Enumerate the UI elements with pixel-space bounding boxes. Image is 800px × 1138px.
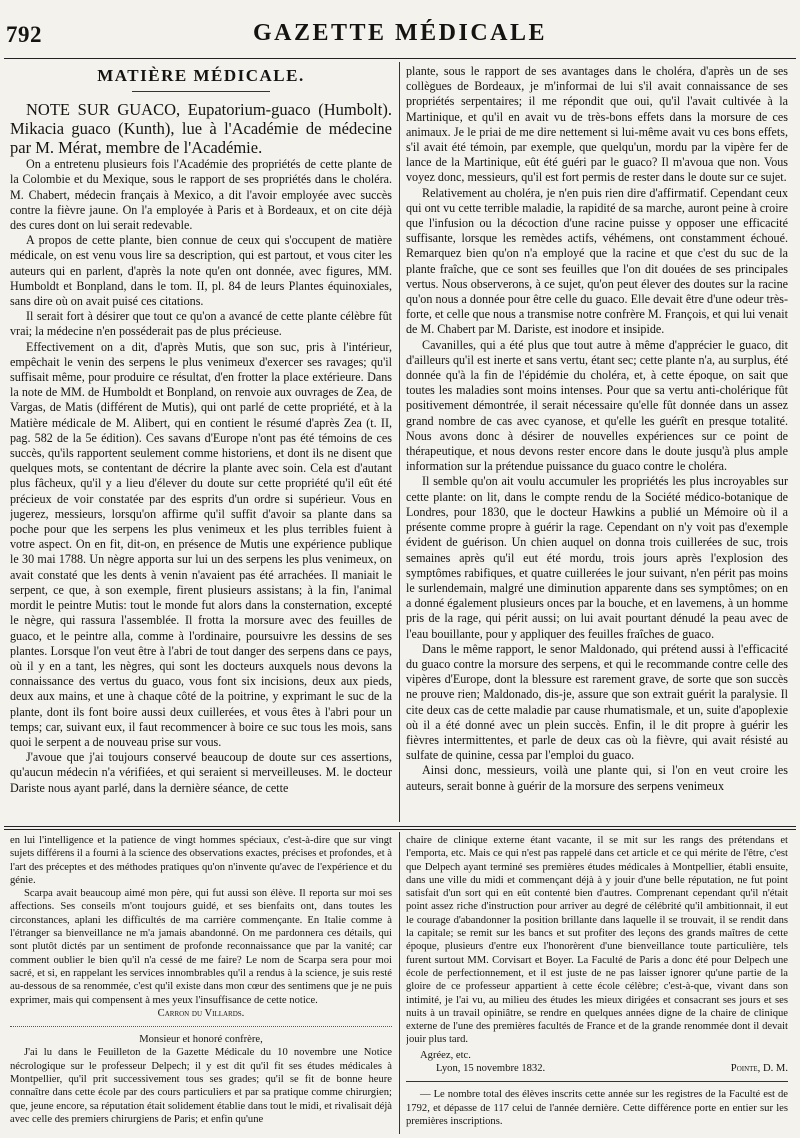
article-paragraph: Il semble qu'on ait voulu accumuler les propriétés les plus incroyables sur cette plante: on lit, dans le compte rendu de la Société médico-botanique de Londres, pour 1830, que le docteur Hawkins a publié un Mémoire où il a présente comme propre à guérir la rage. Cependant on n'y voit pas d'exemple évident de guérison. Un chien auquel on donna trois cuillerées de suc, trois semaines après qu'il eut été mordu, trois jours après l'explosion des symptômes rabifiques, et quatre cuillerées le jour suivant, n'en périt pas moins le surlendemain, malgré une diminution apparente dans ses symptômes; on en a donné également plusieurs onces par la bouche, et en lavemens, à un homme pris de la rage, qui périt aussi; on lui avait pourtant dénudé la peau avec de l'eau bouillante, pour y appliquer des feuilles fraîches de guaco.	[406, 474, 788, 641]
letter-closing: Agréez, etc.	[420, 1049, 471, 1061]
feuilleton-rule-2	[4, 829, 796, 830]
article-paragraph: A propos de cette plante, bien connue de ceux qui s'occupent de matière médicale, on est venu vous lire sa description, qui est partout, et vous citer les auteurs qui en parlent, d'après la note qu'en ont donnée, avec figures, MM. Humboldt et Bonpland, dans le tom. II, pl. 84 de leurs Plantes équinoxiales, sans dire où on avait puisé ces citations.	[10, 233, 392, 309]
header-rule	[4, 58, 796, 59]
letter-greeting: Monsieur et honoré confrère,	[139, 1034, 263, 1046]
feuilleton-column-divider	[399, 832, 400, 1134]
feuilleton-rule	[4, 826, 796, 827]
article-paragraph: Il serait fort à désirer que tout ce qu'on a avancé de cette plante célèbre fût vrai; la médecine n'en posséderait pas de plus précieuse.	[10, 309, 392, 339]
dateline: Lyon, 15 novembre 1832.	[436, 1063, 546, 1075]
article-right-column	[406, 64, 788, 820]
feuilleton-paragraph: J'ai lu dans le Feuilleton de la Gazette Médicale du 10 novembre une Notice nécrologique sur le professeur Delpech; il y est dit qu'il fit ses études médicales à Montpellier, qu'il prit successivement tous ses grades; qu'il se fit de bonne heure connaître dans cette école par des cours particuliers et par sa pratique comme chirurgien; que, jeune encore, sa réputation était solidement établie dans tout le midi, et rivalisait déjà avec celle des premiers chirurgiens de Paris; et enfin qu'une	[10, 1047, 392, 1125]
signature-line	[406, 1062, 788, 1075]
enrollment-note: — Le nombre total des élèves inscrits cette année sur les registres de la Faculté est de 1792, et dépasse de 117 celui de l'année dernière. Cette différence porte en entier sur les premières inscriptions.	[406, 1089, 788, 1127]
feuilleton-paragraph: chaire de clinique externe étant vacante, il se mit sur les rangs des prétendans et l'emporta, etc. Mais ce qui n'est pas rappelé dans cet article et ce qui mérite de l'être, c'est que Delpech ayant terminé ses premières études médicales à Montpellier, établi ensuite, dans une ville du midi et commençant déjà à y jouir d'une belle réputation, ne fut point satisfait d'un sort qui en eût contenté bien d'autres. Comprenant cependant qu'il n'était point assez riche d'instruction pour arriver au degré de célébrité qu'il ambitionnait, il eut le courage d'abandonner la position brillante dans laquelle il se trouvait, il se rendit dans la capitale; se remit sur les bancs et sut profiter des leçons des grands maîtres de cette époque, plusieurs d'entre eux l'honorèrent d'une bienveillance toute particulière, tels furent surtout MM. Corvisart et Boyer. La Faculté de Paris a donc été pour Delpech une école de perfectionnement, et il est juste de ne pas laisser ignorer qu'une partie de la gloire de ce professeur appartient à cette école célèbre; c'est-à-que, vivant dans son intimité, je l'ai vu, au milieu des études les mieux dirigées et consacrant ses jours et ses nuits à un travail opiniâtre, se rendre en quelques années digne de la chaire de clinique externe de l'une des premières facultés de France et de la grande renommée dont il devait jouir plus tard.	[406, 835, 788, 1046]
note-separator	[406, 1081, 788, 1082]
dotted-separator	[10, 1026, 392, 1027]
masthead-title: GAZETTE MÉDICALE	[252, 20, 548, 46]
section-title: MATIÈRE MÉDICALE.	[97, 66, 305, 85]
article-paragraph: Dans le même rapport, le senor Maldonado, qui prétend aussi à l'efficacité du guaco contre la morsure des serpens, et qui le recommande contre celle des vipères d'Europe, dont la blessure est rarement grave, de sorte que son succès ne prouve rien; Maldonado, dis-je, assure que son extrait guérit la paralysie. Il cite deux cas de cette maladie par cause rhumatismale, et un, suite d'apoplexie où il a été donné avec un plein succès. Enfin, il le dit propre à guérir les fièvres intermittentes, et parle de deux cas où la fièvre, qui avait résisté au sulfate de quinine, cessa par l'emploi du guaco.	[406, 641, 788, 763]
article-left-column	[10, 64, 392, 820]
article-paragraph: plante, sous le rapport de ses avantages dans le choléra, d'après un de ses collègues de Bordeaux, je m'informai de lui s'il avait connaissance de ses propriétés serpentaires; il me répondit que oui, qu'il l'avait cultivée à la Martinique, et qu'il en avait vu de très-bons effets dans la morsure de ces animaux. Je le priai de me dire nettement si lui-même avait vu ces bons effets, s'il avait été témoin, par exemple, que quelqu'un, mordu par la vipère fer de lance de la Martinique, eût été guéri par le guaco? Il m'avoua que non. Vous voyez donc, messieurs, qu'il est fort permis de rester dans le doute sur ce sujet.	[406, 64, 788, 185]
article-lede: NOTE SUR GUACO, Eupatorium-guaco (Humbolt). Mikacia guaco (Kunth), lue à l'Académie de médecine par M. Mérat, membre de l'Académie.	[10, 100, 392, 158]
page-header	[0, 0, 800, 60]
article-paragraph: Ainsi donc, messieurs, voilà une plante qui, si l'on en veut croire les auteurs, serait bonne à guérir de la morsure des serpens venimeux	[406, 763, 788, 793]
column-divider	[399, 62, 400, 822]
feuilleton-paragraph: en lui l'intelligence et la patience de vingt hommes spéciaux, c'est-à-dire que sur vingt sujets différens il a fourni à la science des observations exactes, précises et profondes, et à l'art des préceptes et des méthodes pratiques qu'on n'invente qu'avec de l'expérience et du génie.	[10, 835, 392, 886]
signature-pointe: Pointe, D. M.	[730, 1063, 788, 1075]
article-paragraph: Cavanilles, qui a été plus que tout autre à même d'apprécier le guaco, dit d'ailleurs qu'il est inerte et sans vertu, étant sec; cette plante n'a, au surplus, été donnée qu'à la fin de l'épidémie du choléra, et, à cette époque, on sait que toutes les maladies sont moins intenses. Pour que sa vertu anti-cholérique fût positivement démontrée, il serait nécessaire qu'elle fût donnée dans un assez grand nombre de cas avec cyanose, et qu'elle les guérît en presque totalité. Nous avons donc à désirer de nouvelles expériences sur ce point de thérapeutique, et nous devons rester encore dans le doute jusqu'à plus ample information sur la prétendue puissance du guaco contre le choléra.	[406, 337, 788, 474]
article-paragraph: Relativement au choléra, je n'en puis rien dire d'affirmatif. Cependant ceux qui ont vu cette terrible maladie, la rapidité de sa marche, auront peine à croire que l'infusion ou la décoction d'une racine puisse y opposer une efficacité suffisante, lorsque les remèdes actifs, véhémens, ont constamment échoué. Remarquez bien qu'on n'a employé que la racine et que c'est du suc de la plante fraîche, que ce sont ses feuilles que l'on dit douées de ses principales vertus. Nous observerons, à ce sujet, qu'on peut élever des doutes sur la racine qu'on nous a donnée pour être celle du guaco. Elle devait être d'une odeur très-forte, et celle que nous a transmise notre confrère M. François, et qui lui venait de M. Chabert par M. Dariste, est inodore et insipide.	[406, 185, 788, 337]
article-paragraph: Effectivement on a dit, d'après Mutis, que son suc, pris à l'intérieur, empêchait le venin des serpens le plus venimeux d'exercer ses ravages; qu'il suffisait même, pour produire ce résultat, d'en frotter la place extérieure. Dans la note de MM. de Humboldt et Bonpland, on renvoie aux ouvrages de Zea, de Vargas, de Matis (différent de Mutis), qui ont parlé de cette propriété, et à la Matière médicale de M. Alibert, qui en contient le résumé d'après Zea (t. II, pag. 582 de la 5e édition). Ces savans d'Europe n'ont pas été témoins de ces succès, qu'ils rapportent seulement comme historiens, et dont ils ne disent que quelques mots, se contentant de décrire la plante avec soin. Cela est d'autant plus fâcheux, qu'il y a lieu d'élever du doute sur cette propriété qu'il eût été précieux de voir constatée par des esprits d'un ordre si supérieur. Vous en jugerez, messieurs, lorsqu'on affirme qu'il suffit d'avoir sa plante dans sa poche pour que les serpens les plus venimeux et les plus terribles fuient à votre aspect. On en fit, dit-on, en présence de Mutis une expérience publique le 30 mai 1788. Un nègre apporta sur lui un des serpens les plus venimeux, on avait constaté que les dents à venin n'avaient pas été arrachées. Il maniait le serpent, ce que, à son exemple, firent plusieurs assistans; à la fin, l'animal mordit le peintre Mutis: tout le monde fut alors dans la consternation, excepté le nègre, qui rassura l'assemblée. Il frotta la morsure avec des feuilles de guaco, et le peintre alla, comme à l'ordinaire, poursuivre les dessins de ses plantes. Lorsque l'on veut être à l'abri de tout danger des serpens dans ce pays, où il y en a tant, les nègres, qui sont les docteurs auxquels nous devons la connaissance des vertus du guaco, vous font six incisions, deux aux pieds, deux aux mains, et une à chaque côté de la poitrine, y exprimant le suc de la plante, dont ils font boire aussi deux cuillerées, et vous êtes à l'abri pour un temps; car, suivant eux, il faut recommencer à boire ce suc tous les mois, sans quoi le serpent a de nouveau prise sur vous.	[10, 339, 392, 749]
feuilleton-right-column	[406, 834, 788, 1132]
article-paragraph: J'avoue que j'ai toujours conservé beaucoup de doute sur ces assertions, qu'aucun médecin n'a vérifiées, et qui seraient si merveilleuses. M. le docteur Dariste nous ayant parlé, dans la dernière séance, de cette	[10, 750, 392, 795]
signature-carron: Carron du Villards.	[157, 1007, 245, 1019]
title-rule	[132, 91, 270, 92]
feuilleton-left-column	[10, 834, 392, 1132]
page-number: 792	[6, 22, 42, 47]
feuilleton-paragraph: Scarpa avait beaucoup aimé mon père, qui fut aussi son élève. Il reporta sur moi ses affections. Ses conseils m'ont toujours guidé, et ses bienfaits ont, dans toutes les circonstances, aplani les difficultés de ma carrière commençante. En Italie comme à l'étranger sa bienveillance ne m'a jamais abandonné. On me pardonnera ces détails, qui sont plutôt dictés par un sentiment de profonde reconnaissance que par la vanité; car comment oublier le bien qu'il n'a cessé de me faire? Le nom de Scarpa sera pour moi sacré, et si, en rappelant les services innombrables qu'il a rendus à la science, je suis resté au-dessous de sa renommée, c'est qu'il existe dans mon cœur des sentimens que je ne puis exprimer, mais qui compensent à mes yeux l'insuffisance de cette notice.	[10, 888, 392, 1006]
article-paragraph: On a entretenu plusieurs fois l'Académie des propriétés de cette plante de la Colombie et du Mexique, sous le rapport de ses propriétés dans le choléra. M. Chabert, médecin français à Mexico, a dit l'avoir employée avec succès contre la fièvre jaune. On l'a employée à Paris et à Bordeaux, et on cite déjà des cures dont on lui serait redevable.	[10, 157, 392, 233]
